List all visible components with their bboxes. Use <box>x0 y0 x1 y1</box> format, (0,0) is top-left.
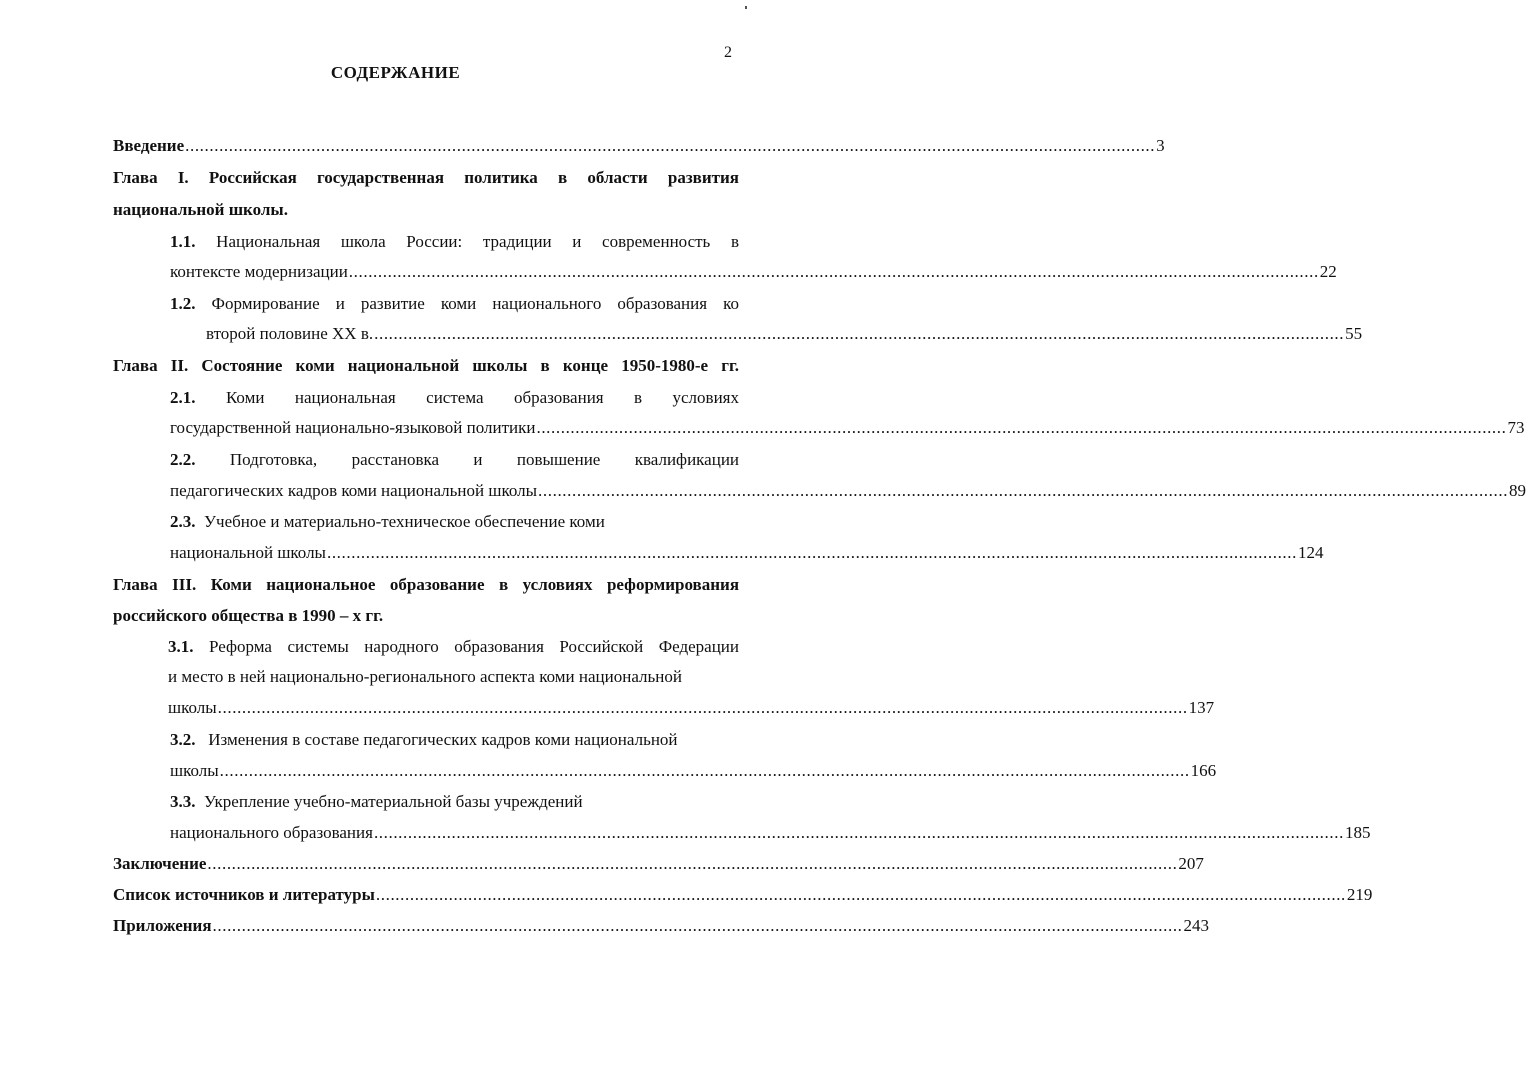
toc-section-2-1-line2[interactable] <box>170 418 1525 438</box>
section-title: Подготовка, расстановка и повышение квалификации <box>229 450 740 469</box>
toc-section-3-1-line1[interactable] <box>168 637 739 657</box>
section-title: Учебное и материально-техническое обеспечение коми <box>204 512 605 531</box>
section-number: 3.3. <box>170 792 196 811</box>
toc-entry-page: 185 <box>1344 823 1371 842</box>
leader-dots: ........................................................................................................................................................................................................ <box>207 854 1178 873</box>
toc-entry-label: Заключение <box>113 854 207 873</box>
chapter-title: Российская государственная политика в области развития <box>208 168 740 187</box>
toc-section-3-3-line2[interactable] <box>170 823 1371 843</box>
chapter-title: Состояние коми национальной школы в конце 1950-1980-е гг. <box>201 356 740 375</box>
toc-entry-page: 55 <box>1345 324 1363 343</box>
toc-section-3-1-line3[interactable] <box>168 698 1215 718</box>
toc-section-2-3-line2[interactable] <box>170 543 1324 563</box>
toc-section-3-2-line2[interactable] <box>170 761 1217 781</box>
section-number: 2.3. <box>170 512 196 531</box>
toc-section-2-3-line1[interactable] <box>170 512 605 532</box>
toc-section-2-1-line1[interactable] <box>170 388 739 408</box>
section-number: 2.1. <box>170 388 196 407</box>
toc-chapter-3-line1[interactable] <box>113 575 739 595</box>
toc-entry-intro[interactable] <box>113 136 1165 156</box>
toc-chapter-3-line2: российского общества в 1990 – х гг. <box>113 606 384 625</box>
leader-dots: ........................................................................................................................................................................................................ <box>374 324 1345 343</box>
leader-dots: ........................................................................................................................................................................................................ <box>185 136 1156 155</box>
toc-section-2-2-line2[interactable] <box>170 481 1526 501</box>
page-number: 2 <box>724 44 732 61</box>
toc-section-1-2-line2[interactable] <box>206 324 1363 344</box>
leader-dots: ........................................................................................................................................................................................................ <box>536 418 1507 437</box>
chapter-title: Коми национальное образование в условиях реформирования <box>210 575 740 594</box>
toc-entry-conclusion[interactable] <box>113 854 1204 874</box>
toc-chapter-1-line2: национальной школы. <box>113 200 288 219</box>
section-title-cont: государственной национально-языковой политики <box>170 418 536 437</box>
section-title-cont: педагогических кадров коми национальной школы <box>170 481 538 500</box>
section-title-cont: национальной школы <box>170 543 326 562</box>
section-number: 1.2. <box>170 294 196 313</box>
leader-dots: ........................................................................................................................................................................................................ <box>375 885 1346 904</box>
chapter-label: Глава II. <box>113 356 189 375</box>
toc-entry-page: 3 <box>1156 136 1165 155</box>
toc-entry-page: 73 <box>1507 418 1525 437</box>
section-number: 2.2. <box>170 450 196 469</box>
leader-dots: ........................................................................................................................................................................................................ <box>373 823 1344 842</box>
toc-chapter-2[interactable] <box>113 356 739 376</box>
leader-dots: ........................................................................................................................................................................................................ <box>212 916 1183 935</box>
leader-dots: ........................................................................................................................................................................................................ <box>538 481 1509 500</box>
toc-entry-page: 207 <box>1178 854 1204 873</box>
leader-dots: ........................................................................................................................................................................................................ <box>217 698 1188 717</box>
toc-chapter-1-line1[interactable] <box>113 168 739 188</box>
leader-dots: ........................................................................................................................................................................................................ <box>348 262 1319 281</box>
toc-entry-appendix[interactable] <box>113 916 1210 936</box>
section-number: 1.1. <box>170 232 196 251</box>
toc-entry-label: Приложения <box>113 916 212 935</box>
toc-entry-page: 137 <box>1188 698 1215 717</box>
toc-section-3-3-line1[interactable] <box>170 792 583 812</box>
section-title: Изменения в составе педагогических кадров коми национальной <box>208 730 678 749</box>
chapter-label: Глава I. <box>113 168 189 187</box>
section-title: Реформа системы народного образования Российской Федерации <box>209 637 740 656</box>
toc-section-2-2-line1[interactable] <box>170 450 739 470</box>
chapter-label: Глава III. <box>113 575 197 594</box>
toc-entry-label: Список источников и литературы <box>113 885 375 904</box>
leader-dots: ........................................................................................................................................................................................................ <box>219 761 1190 780</box>
toc-entry-page: 219 <box>1346 885 1373 904</box>
toc-section-1-1-line1[interactable] <box>170 232 739 252</box>
section-title: Укрепление учебно-материальной базы учреждений <box>204 792 583 811</box>
section-title: Коми национальная система образования в условиях <box>225 388 739 407</box>
scan-speck <box>745 6 747 9</box>
toc-entry-page: 166 <box>1190 761 1217 780</box>
toc-section-3-1-line2: и место в ней национально-регионального аспекта коми национальной <box>168 667 682 686</box>
section-title-cont: контексте модернизации <box>170 262 348 281</box>
section-title: Национальная школа России: традиции и современность в <box>216 232 740 251</box>
toc-entry-page: 243 <box>1183 916 1210 935</box>
section-title-cont: второй половине XX в. <box>206 324 374 343</box>
toc-section-3-2-line1[interactable] <box>170 730 678 750</box>
toc-section-1-1-line2[interactable] <box>170 262 1337 282</box>
section-title-cont: национального образования <box>170 823 373 842</box>
section-title: Формирование и развитие коми национального образования ко <box>211 294 739 313</box>
section-title-cont: школы <box>168 698 217 717</box>
toc-entry-label: Введение <box>113 136 185 155</box>
page-title: СОДЕРЖАНИЕ <box>330 63 461 82</box>
leader-dots: ........................................................................................................................................................................................................ <box>326 543 1297 562</box>
toc-entry-page: 124 <box>1297 543 1324 562</box>
section-number: 3.2. <box>170 730 196 749</box>
toc-entry-sources[interactable] <box>113 885 1373 905</box>
toc-section-1-2-line1[interactable] <box>170 294 739 314</box>
toc-entry-page: 89 <box>1509 481 1526 500</box>
section-number: 3.1. <box>168 637 194 656</box>
section-title-cont: школы <box>170 761 219 780</box>
toc-entry-page: 22 <box>1319 262 1337 281</box>
